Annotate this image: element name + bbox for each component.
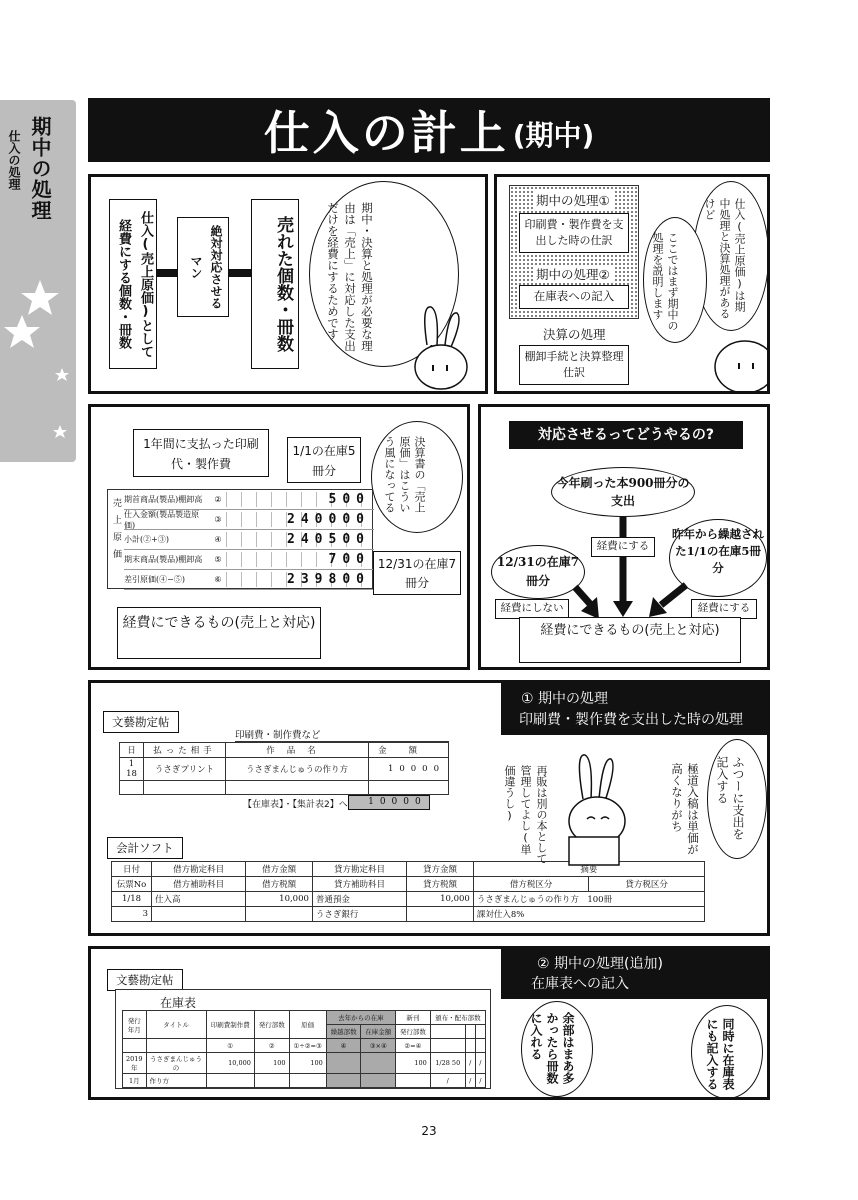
reprint-note: 再販は別の本として管理してよし(単価違うし) bbox=[503, 765, 548, 864]
book-label: 文藝勘定帖 bbox=[107, 969, 183, 991]
ledger-header: 印刷費・制作費など bbox=[235, 727, 449, 742]
stock-sheet-title-text: 在庫表 bbox=[160, 996, 197, 1010]
statement-row-label: 仕入金額(製品製造原価) bbox=[124, 509, 200, 530]
cost-of-sales-side-label: 売上原価 bbox=[111, 498, 121, 566]
panel-stock-sheet bbox=[88, 946, 770, 1100]
accounting-software-table: 日付 借方勘定科目 借方金額 貸方勘定科目 貸方金額 摘要 伝票No 借方補助科目 借方税額 貸方補助科目 貸方税額 借方税区分 貸方税区分 1/18 仕入高 10,000 普通預金 10,000 うさぎまんじゅうの作り方 100冊 3 うさぎ銀行 課対仕入8% bbox=[111, 861, 705, 922]
matching-man-box: 絶対対応させるマン bbox=[177, 217, 229, 317]
statement-row-digits: 500 bbox=[226, 492, 374, 507]
table-row bbox=[124, 490, 374, 510]
statement-row-number: ③ bbox=[214, 515, 222, 524]
overview-bubble-a: 仕入(売上原価)は期中処理と決算処理があるけど bbox=[693, 181, 769, 331]
side-tab-title: 期中の処理 bbox=[28, 116, 52, 221]
expense-quantity-box: 仕入(売上原価)として経費にする個数・冊数 bbox=[109, 199, 157, 369]
statement-row-digits: 240500 bbox=[226, 532, 374, 547]
panel-reason bbox=[88, 174, 488, 394]
panel-income-statement bbox=[88, 404, 470, 670]
extra-copies-bubble: 余部はまあ多かったら冊数に入れる bbox=[521, 1001, 593, 1097]
annual-payment-callout: 1年間に支払った印刷代・製作費 bbox=[133, 429, 269, 477]
table-row: 1月 作り方 / / / bbox=[123, 1074, 486, 1088]
rabbit-character bbox=[555, 753, 635, 863]
side-tab-subtitle: 仕入の処理 bbox=[7, 130, 21, 190]
software-label: 会計ソフト bbox=[107, 837, 183, 859]
statement-row-number: ② bbox=[214, 495, 222, 504]
section3-title: 決算の処理 bbox=[543, 327, 606, 342]
section3-item: 棚卸手続と決算整理仕訳 bbox=[519, 345, 629, 385]
stock-table: 発行年月 タイトル 印刷費制作費 発行部数 原価 去年からの在庫 新刊 頒布・配布部数 繰越部数 在庫金額 発行部数 ① ② ①÷②=③ ④ ③×④ ②=④ 2019年 うさぎまんじゅうの 10,000 100 100 100 1/28 50 / / 1月 作り方 / / / bbox=[122, 1010, 486, 1088]
section2-title: 期中の処理② bbox=[533, 265, 613, 283]
page-number: 23 bbox=[421, 1124, 437, 1138]
statement-row-number: ④ bbox=[214, 535, 222, 544]
book-label: 文藝勘定帖 bbox=[103, 711, 179, 733]
stock-end-callout: 12/31の在庫7冊分 bbox=[373, 551, 461, 595]
label-expense-right: 経費にする bbox=[691, 599, 757, 619]
statement-row-label: 小計(②+③) bbox=[124, 535, 169, 544]
stock-sheet-title: ② 期中の処理(追加) 在庫表への記入 bbox=[501, 949, 770, 999]
side-tab bbox=[0, 100, 76, 462]
label-not-expense: 経費にしない bbox=[495, 599, 569, 619]
bungei-ledger bbox=[119, 727, 449, 810]
section1-item: 印刷費・製作費を支出した時の仕訳 bbox=[519, 213, 629, 253]
section2-item: 在庫表への記入 bbox=[519, 285, 629, 309]
cost-of-sales-table bbox=[107, 489, 373, 589]
label-expense-center: 経費にする bbox=[591, 537, 655, 557]
panel-midterm-expense bbox=[88, 680, 770, 936]
record-expense-bubble: ふつーに支出を記入する bbox=[707, 739, 767, 859]
statement-row-label: 期首商品(製品)棚卸高 bbox=[124, 495, 203, 504]
reason-bubble: 期中・決算と処理が必要な理由は「売上」に対応した支出だけを経費にするためです bbox=[309, 181, 459, 367]
table-row bbox=[124, 570, 374, 590]
year-end-stock-ellipse: 12/31の在庫7冊分 bbox=[491, 545, 585, 599]
star-icon bbox=[0, 260, 76, 460]
ledger-table: 日 払った相手 作品名 金額 1 18 うさぎプリント うさぎまんじゅうの作り方 10000 bbox=[119, 742, 449, 795]
page-title-paren: (期中) bbox=[512, 119, 595, 152]
how-to-match-title: 対応させるってどうやるの? bbox=[509, 421, 743, 449]
statement-row-digits: 240000 bbox=[226, 512, 374, 527]
stock-sheet bbox=[115, 989, 491, 1089]
table-row bbox=[124, 510, 374, 530]
carried-stock-ellipse: 昨年から繰越された1/1の在庫5冊分 bbox=[669, 519, 767, 597]
overview-bubble-b: ここではまず期中の処理を説明します bbox=[643, 217, 707, 343]
panel-how-to-match bbox=[478, 404, 770, 670]
deductible-expense-box: 経費にできるもの(売上と対応) bbox=[519, 617, 741, 663]
statement-row-digits: 700 bbox=[226, 552, 374, 567]
rabbit-character bbox=[409, 305, 488, 394]
statement-bubble: 決算書の「売上原価」はこういう風になってる bbox=[371, 421, 463, 533]
midterm-expense-title: ① 期中の処理 印刷費・製作費を支出した時の処理 bbox=[501, 683, 770, 735]
record-stock-bubble: 同時に在庫表にも記入する bbox=[691, 1005, 763, 1099]
statement-row-digits: 239800 bbox=[226, 572, 374, 587]
page-title: 仕入の計上 bbox=[263, 106, 509, 160]
table-row: 2019年 うさぎまんじゅうの 10,000 100 100 100 1/28 50 / / bbox=[123, 1053, 486, 1074]
statement-row-number: ⑤ bbox=[214, 555, 222, 564]
statement-row-label: 期末商品(製品)棚卸高 bbox=[124, 555, 203, 564]
ledger-footer: 【在庫表】・【集計表2】へ 10000 bbox=[243, 795, 430, 810]
table-row: 1 18 うさぎプリント うさぎまんじゅうの作り方 10000 bbox=[120, 758, 449, 781]
statement-row-label: 差引原価(④−⑤) bbox=[124, 575, 185, 584]
panel-overview bbox=[494, 174, 770, 394]
stock-start-callout: 1/1の在庫5冊分 bbox=[287, 437, 361, 483]
sold-quantity-box: 売れた個数・冊数 bbox=[251, 199, 299, 369]
rabbit-character bbox=[701, 327, 770, 394]
table-row: 3 うさぎ銀行 課対仕入8% bbox=[112, 907, 705, 922]
deductible-expense-callout: 経費にできるもの(売上と対応) bbox=[117, 607, 321, 659]
this-year-spend-ellipse: 今年刷った本900冊分の支出 bbox=[551, 467, 695, 517]
statement-row-number: ⑥ bbox=[214, 575, 222, 584]
table-row: 1/18 仕入高 10,000 普通預金 10,000 うさぎまんじゅうの作り方 100冊 bbox=[112, 892, 705, 907]
table-row bbox=[124, 550, 374, 570]
rush-submission-note: 極道入稿は単価が高くなりがち bbox=[670, 763, 700, 855]
page-title-bar bbox=[88, 98, 770, 162]
table-row bbox=[124, 530, 374, 550]
section1-title: 期中の処理① bbox=[533, 191, 613, 209]
